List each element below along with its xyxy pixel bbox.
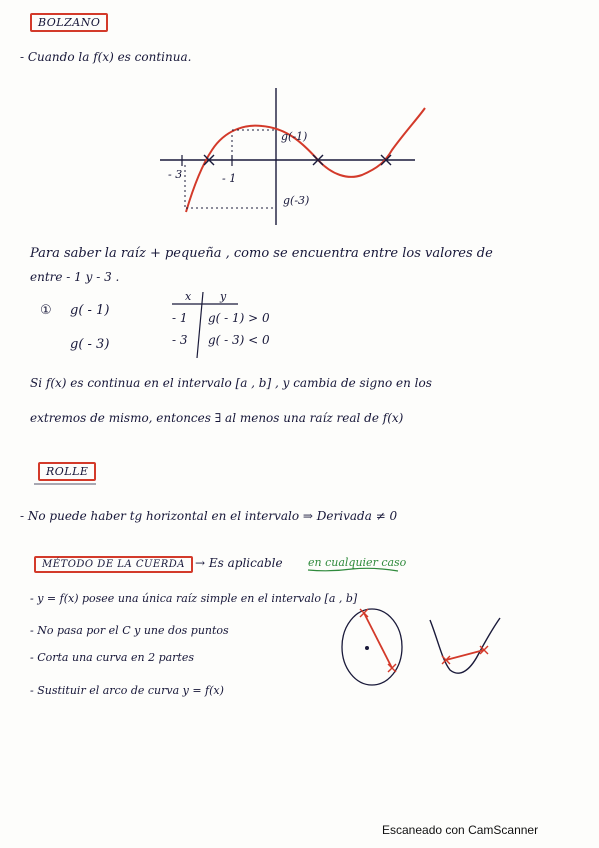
eval-g-neg1: g( - 1) [70, 303, 110, 318]
table-row1-y: g( - 1) > 0 [208, 311, 270, 325]
cuerda-item-2: - No pasa por el C y une dos puntos [30, 624, 229, 637]
graph-label-neg3: - 3 [168, 168, 183, 181]
bolzano-paragraph-line2: entre - 1 y - 3 . [30, 270, 120, 284]
theorem-line2: extremos de mismo, entonces ∃ al menos una raíz real de f(x) [30, 411, 404, 425]
table-row2-y: g( - 3) < 0 [208, 333, 270, 347]
chord-sketch [430, 618, 500, 673]
table-header-x: x [185, 290, 192, 303]
bolzano-paragraph-line1: Para saber la raíz + pequeña , como se encuentra entre los valores de [30, 246, 493, 261]
step-marker: ① [40, 303, 52, 318]
cuerda-item-3: - Corta una curva en 2 partes [30, 651, 195, 664]
eval-g-neg3: g( - 3) [70, 337, 110, 352]
graph-label-neg1: - 1 [222, 172, 237, 185]
bolzano-title: BOLZANO [30, 13, 108, 32]
circle-sketch [342, 609, 402, 685]
table-row2-x: - 3 [172, 333, 188, 347]
table-vline [197, 292, 203, 358]
bolzano-intro: - Cuando la f(x) es continua. [20, 50, 192, 64]
cuerda-item-4: - Sustituir el arco de curva y = f(x) [30, 684, 224, 697]
table-row1-x: - 1 [172, 311, 188, 325]
theorem-line1: Si f(x) es continua en el intervalo [a , b] , y cambia de signo en los [30, 376, 432, 390]
rolle-line: - No puede haber tg horizontal en el intervalo ⇒ Derivada ≠ 0 [20, 509, 398, 523]
cuerda-title: MÉTODO DE LA CUERDA [34, 556, 193, 573]
table-header-y: y [220, 290, 227, 303]
scanner-watermark: Escaneado con CamScanner [382, 823, 539, 837]
cuerda-item-1: - y = f(x) posee una única raíz simple en el intervalo [a , b] [30, 592, 358, 605]
graph-label-g-neg3: g(-3) [283, 194, 310, 207]
cuerda-applicable-text: en cualquier caso [308, 556, 407, 569]
rolle-title: ROLLE [38, 462, 96, 481]
cuerda-arrow-text: → Es aplicable [195, 556, 283, 570]
graph-label-g-neg1: g(-1) [281, 130, 308, 143]
